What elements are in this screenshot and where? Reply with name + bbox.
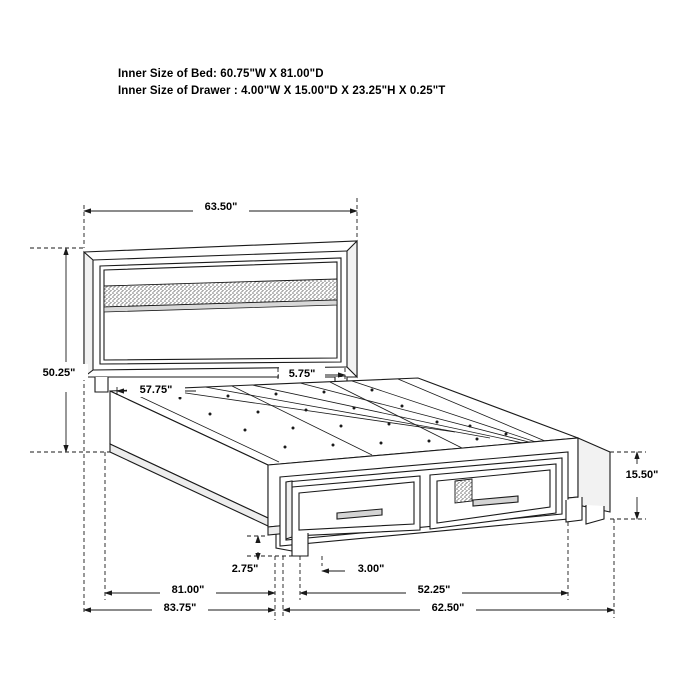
label-footboard-outer-width: 62.50": [431, 602, 465, 614]
label-overall-height: 50.25": [42, 367, 76, 379]
label-drawer-front-height: 2.75": [231, 563, 259, 575]
spec-line-bed: Inner Size of Bed: 60.75"W X 81.00"D: [118, 68, 324, 80]
label-footboard-height: 15.50": [625, 469, 659, 481]
label-overall-length: 83.75": [163, 602, 197, 614]
label-side-rail-length: 81.00": [171, 584, 205, 596]
label-footboard-inner-width: 52.25": [417, 584, 451, 596]
label-footboard-gap: 5.75": [288, 368, 316, 380]
spec-line-drawer: Inner Size of Drawer : 4.00"W X 15.00"D X 23.25"H X 0.25"T: [118, 85, 446, 97]
label-leg-clearance: 3.00": [357, 563, 385, 575]
label-headboard-width: 63.50": [204, 201, 238, 213]
label-deck-length: 57.75": [139, 384, 173, 396]
